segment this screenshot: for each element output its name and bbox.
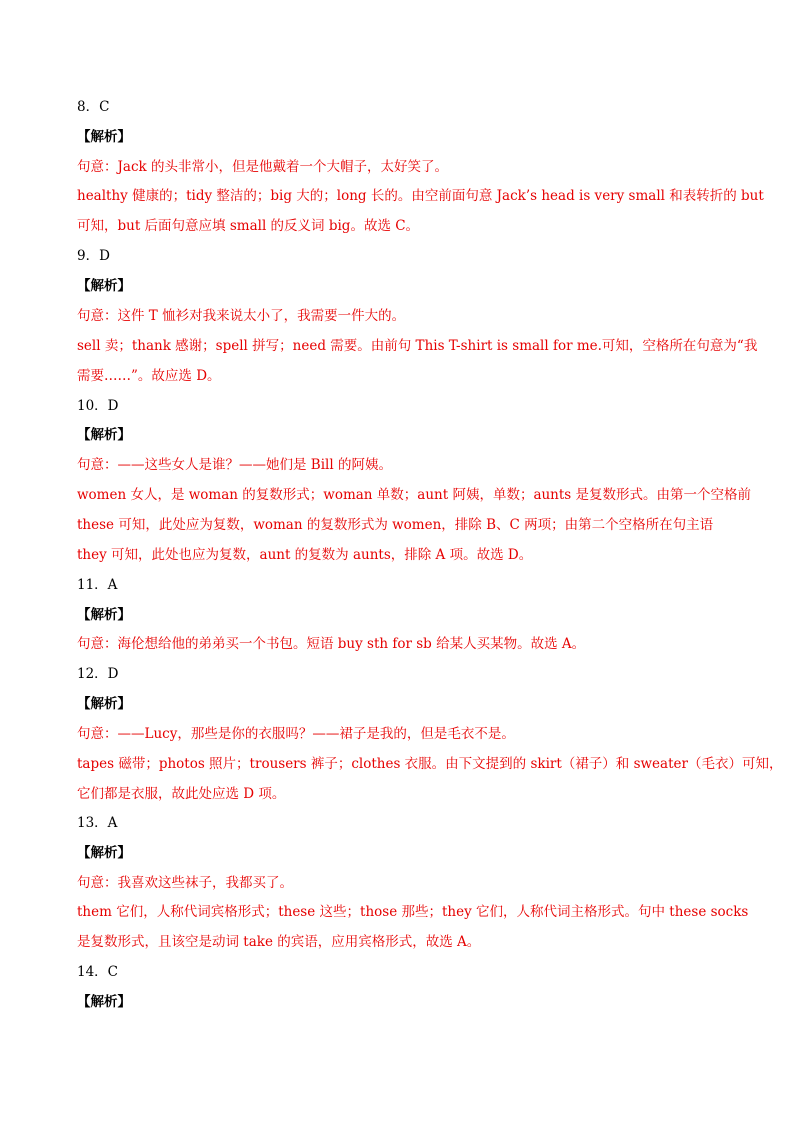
translation-12: 句意：——Lucy，那些是你的衣服吗？——裙子是我的，但是毛衣不是。: [77, 726, 515, 742]
translation-13: 句意：我喜欢这些袜子，我都买了。: [77, 875, 293, 891]
analysis-tag-10: 【解析】: [77, 427, 131, 443]
analysis-tag-9: 【解析】: [77, 278, 131, 294]
question-number-13: 13．A: [77, 815, 118, 831]
question-number-14: 14．C: [77, 964, 119, 980]
translation-11: 句意：海伦想给他的弟弟买一个书包。短语 buy sth for sb 给某人买某物。故选 A。: [77, 636, 586, 652]
explanation-line-9b: 需要……”。故应选 D。: [77, 368, 221, 384]
analysis-tag-11: 【解析】: [77, 607, 131, 623]
explanation-line-8a: healthy 健康的；tidy 整洁的；big 大的；long 长的。由空前面句意 Jack’s head is very small 和表转折的 but: [77, 188, 764, 204]
explanation-line-9a: sell 卖；thank 感谢；spell 拼写；need 需要。由前句 This T-shirt is small for me.可知，空格所在句意为“我: [77, 338, 758, 354]
explanation-line-13a: them 它们，人称代词宾格形式；these 这些；those 那些；they 它们，人称代词主格形式。句中 these socks: [77, 904, 749, 920]
analysis-tag-12: 【解析】: [77, 696, 131, 712]
explanation-line-12a: tapes 磁带；photos 照片；trousers 裤子；clothes 衣服。由下文提到的 skirt（裙子）和 sweater（毛衣）可知，: [77, 756, 783, 772]
explanation-line-8b: 可知，but 后面句意应填 small 的反义词 big。故选 C。: [77, 218, 420, 234]
translation-9: 句意：这件 T 恤衫对我来说太小了，我需要一件大的。: [77, 308, 406, 324]
translation-8: 句意：Jack 的头非常小，但是他戴着一个大帽子，太好笑了。: [77, 159, 448, 175]
explanation-line-10a: women 女人，是 woman 的复数形式；woman 单数；aunt 阿姨，单数；aunts 是复数形式。由第一个空格前: [77, 487, 752, 503]
explanation-line-12b: 它们都是衣服，故此处应选 D 项。: [77, 786, 286, 802]
explanation-line-10c: they 可知，此处也应为复数，aunt 的复数为 aunts，排除 A 项。故选 D。: [77, 547, 533, 563]
question-number-11: 11．A: [77, 577, 118, 593]
analysis-tag-13: 【解析】: [77, 845, 131, 861]
explanation-line-10b: these 可知，此处应为复数，woman 的复数形式为 women，排除 B、C 两项；由第二个空格所在句主语: [77, 517, 714, 533]
analysis-tag-14: 【解析】: [77, 994, 131, 1010]
question-number-9: 9．D: [77, 248, 110, 264]
explanation-line-13b: 是复数形式，且该空是动词 take 的宾语，应用宾格形式，故选 A。: [77, 934, 481, 950]
question-number-12: 12．D: [77, 666, 119, 682]
question-number-10: 10．D: [77, 398, 119, 414]
translation-10: 句意：——这些女人是谁？——她们是 Bill 的阿姨。: [77, 457, 392, 473]
question-number-8: 8．C: [77, 99, 110, 115]
analysis-tag-8: 【解析】: [77, 129, 131, 145]
